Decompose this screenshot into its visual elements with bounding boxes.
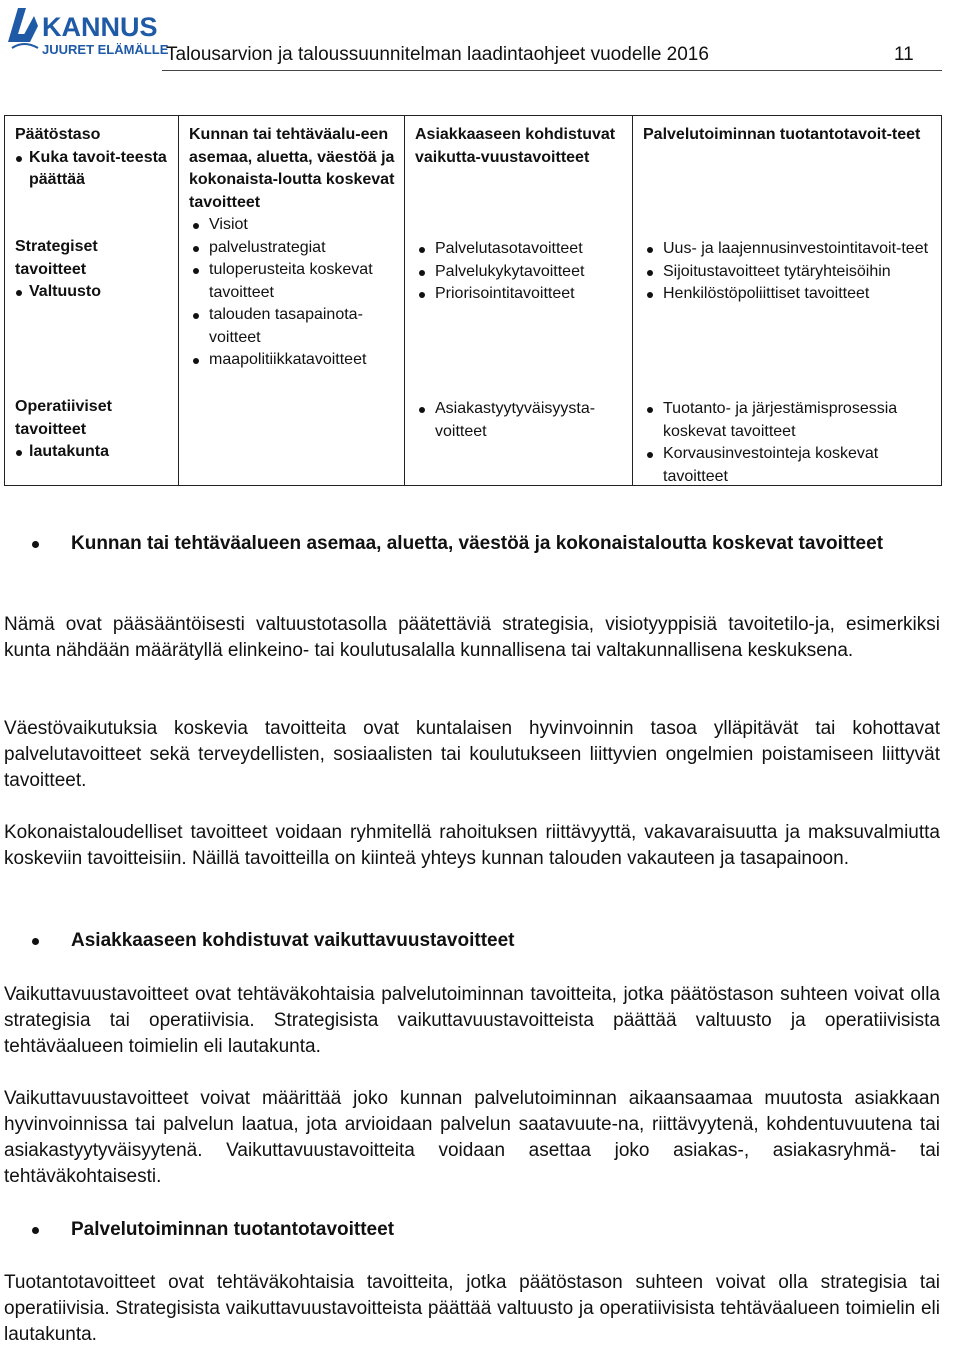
strategic-heading: Strategiset tavoitteet (15, 238, 98, 278)
page-header (0, 0, 960, 80)
paragraph: Nämä ovat pääsääntöisesti valtuustotasolla päätettäviä strategisia, visiotyyppisiä tavoitetilo-ja, esimerkiksi kunta nähdään määrätyllä elinkeino- tai koulutusalalla kunnallisena tai valtakunnallisena keskuksena. (4, 614, 940, 661)
table-column-production-objectives (633, 116, 941, 485)
production-strategic-block (643, 238, 935, 306)
page-number: 11 (894, 44, 914, 65)
production-operative-block (643, 398, 935, 488)
table-column-decision-level (5, 116, 179, 485)
strategic-level-block (15, 236, 172, 304)
objectives-table (4, 115, 942, 486)
customer-heading: Asiakkaaseen kohdistuvat vaikutta-vuustavoitteet (415, 126, 616, 166)
list-item: palvelustrategiat (189, 237, 398, 260)
logo-subtext: JUURET ELÄMÄLLE (42, 42, 169, 57)
operative-level-block (15, 396, 172, 464)
kannus-logo (4, 2, 169, 70)
strategic-bullet: Valtuusto (15, 281, 172, 304)
bullet-icon (32, 1227, 39, 1234)
municipality-block (189, 124, 398, 372)
operative-heading: Operatiiviset tavoitteet (15, 398, 112, 438)
paragraph: Kokonaistaloudelliset tavoitteet voidaan ryhmitellä rahoituksen riittävyyttä, vakavaraisuutta ja maksuvalmiutta koskeviin tavoitteisiin. Näillä tavoitteilla on kiinteä yhteys kunnan talouden vakauteen ja tasapainoon. (4, 822, 940, 869)
list-item: Sijoitustavoitteet tytäryhteisöihin (643, 261, 935, 284)
customer-heading-block (415, 124, 626, 169)
bullet-icon (32, 938, 39, 945)
section-heading-municipality (4, 532, 940, 556)
paragraph: Tuotantotavoitteet ovat tehtäväkohtaisia tavoitteita, jotka päätöstason suhteen voivat olla strategisia tai operatiivisia. Strategisista vaikuttavuustavoitteista päättää valtuusto ja operatiivisista tehtäväalueen toimielin eli lautakunta. (4, 1272, 940, 1345)
decision-level-heading: Päätöstaso (15, 126, 101, 143)
list-item: Visiot (189, 214, 398, 237)
list-item: Palvelukykytavoitteet (415, 261, 626, 284)
decision-level-bullet: Kuka tavoit-teesta päättää (15, 147, 172, 192)
decision-level-block (15, 124, 172, 192)
municipality-heading: Kunnan tai tehtäväalu-een asemaa, aluetta, väestöä ja kokonaista-loutta koskevat tavoitteet (189, 126, 395, 211)
list-item: Korvausinvestointeja koskevat tavoitteet (643, 443, 935, 488)
paragraph: Vaikuttavuustavoitteet voivat määrittää joko kunnan palvelutoiminnan aikaansaamaa muutosta asiakkaan hyvinvoinnissa tai palvelun laatua, jota arvioidaan palvelun saatavuute-na, riittävyytenä, kohdentuvuutena tai asiakastyytyväisyytenä. Vaikuttavuustavoitteita voidaan asettaa joko asiakas-, asiakasryhmä- tai tehtäväkohtaisesti. (4, 1088, 940, 1187)
customer-operative-block (415, 398, 626, 443)
paragraph: Väestövaikutuksia koskevia tavoitteita ovat kuntalaisen hyvinvoinnin tasoa ylläpitävät tai kohottavat palvelutavoitteet sekä terveydellisten, sosiaalisten tai koulutukseen liittyvien ongelmien poistamiseen liittyvät tavoitteet. (4, 718, 940, 791)
operative-bullet: lautakunta (15, 441, 172, 464)
section-heading-text: Kunnan tai tehtäväalueen asemaa, aluetta, väestöä ja kokonaistaloutta koskevat tavoitteet (71, 533, 884, 554)
section-heading-production (4, 1218, 940, 1242)
section-heading-text: Asiakkaaseen kohdistuvat vaikuttavuustavoitteet (71, 930, 515, 951)
table-column-customer-objectives (405, 116, 633, 485)
list-item: Asiakastyytyväisyysta-voitteet (415, 398, 626, 443)
section-heading-text: Palvelutoiminnan tuotantotavoitteet (71, 1219, 395, 1240)
production-heading-block (643, 124, 935, 147)
customer-strategic-block (415, 238, 626, 306)
header-divider (162, 70, 942, 71)
logo-text: KANNUS (42, 12, 158, 42)
list-item: tuloperusteita koskevat tavoitteet (189, 259, 398, 304)
list-item: maapolitiikkatavoitteet (189, 349, 398, 372)
paragraph: Vaikuttavuustavoitteet ovat tehtäväkohtaisia palvelutoiminnan tavoitteita, jotka päätöstason suhteen voivat olla strategisia tai operatiivisia. Strategisista vaikuttavuustavoitteista päättää valtuusto ja operatiivisista tehtäväalueen toimielin eli lautakunta. (4, 984, 940, 1057)
section-heading-customer (4, 929, 940, 953)
list-item: Priorisointitavoitteet (415, 283, 626, 306)
table-column-municipality-objectives (179, 116, 405, 485)
list-item: Henkilöstöpoliittiset tavoitteet (643, 283, 935, 306)
bullet-icon (32, 541, 39, 548)
list-item: talouden tasapainota-voitteet (189, 304, 398, 349)
document-title: Talousarvion ja taloussuunnitelman laadintaohjeet vuodelle 2016 (166, 44, 709, 65)
production-heading: Palvelutoiminnan tuotantotavoit-teet (643, 126, 921, 143)
list-item: Uus- ja laajennusinvestointitavoit-teet (643, 238, 935, 261)
list-item: Palvelutasotavoitteet (415, 238, 626, 261)
list-item: Tuotanto- ja järjestämisprosessia koskevat tavoitteet (643, 398, 935, 443)
